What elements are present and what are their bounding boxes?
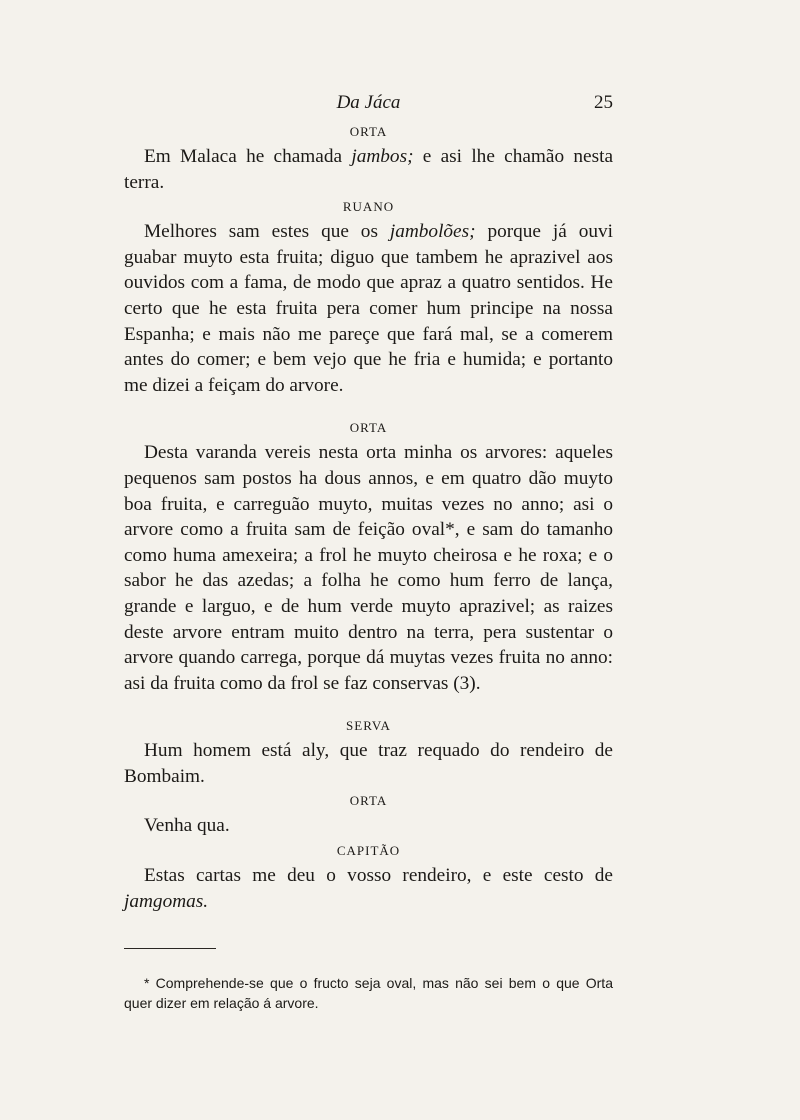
dialogue-paragraph: Hum homem está aly, que traz requado do rendeiro de Bombaim.	[124, 740, 613, 787]
footnote-rule	[124, 948, 216, 949]
speaker-label: RUANO	[342, 199, 395, 215]
dialogue-paragraph: Melhores sam estes que os jambolões; porque já ouvi guabar muyto esta fruita; diguo que tambem he aprazivel aos ouvidos com a fama, de modo que apraz a quatro sentidos. He certo que he esta fruita pera comer hum principe na nossa Espanha; e mais não me pareçe que fará mal, se a comerem antes do comer; e bem vejo que he fria e humida; e portanto me dizei a feiçam do arvore.	[124, 221, 613, 396]
speaker-label: ORTA	[349, 793, 388, 809]
dialogue-paragraph: Desta varanda vereis nesta orta minha os arvores: aqueles pequenos sam postos ha dous annos, e em quatro dão muyto boa fruita, e carreguão muyto, muitas vezes no anno; asi o arvore como a fruita sam de feição oval*, e sam do tamanho como huma amexeira; a frol he muyto cheirosa e he roxa; e o sabor he das azedas; a folha he como hum ferro de lança, grande e larguo, e de hum verde muyto aprazivel; as raizes deste arvore entram muito dentro na terra, pera sustentar o arvore quando carrega, porque dá muytas vezes fruita no anno: asi da fruita como da frol se faz conservas (3).	[124, 442, 613, 694]
speaker-label: CAPITÃO	[336, 843, 401, 859]
speaker-label: ORTA	[349, 124, 388, 139]
dialogue-paragraph: Venha qua.	[144, 815, 230, 837]
dialogue-paragraph: Em Malaca he chamada jambos; e asi lhe chamão nesta terra.	[124, 146, 614, 193]
running-title: Da Jáca	[336, 92, 401, 113]
page-number: 25	[594, 92, 613, 113]
page-header	[124, 90, 613, 120]
speaker-label: SERVA	[346, 718, 391, 734]
document-page	[124, 90, 613, 1013]
speaker-label: ORTA	[349, 420, 388, 436]
dialogue-paragraph: Estas cartas me deu o vosso rendeiro, e este cesto de jamgomas.	[124, 865, 613, 912]
footnote: * Comprehende-se que o fructo seja oval, mas não sei bem o que Orta quer dizer em relação á arvore.	[124, 975, 613, 1012]
